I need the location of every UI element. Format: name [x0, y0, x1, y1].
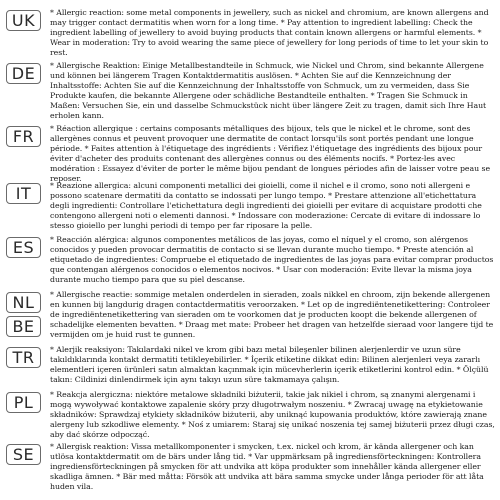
- country-code-badge: UK: [6, 10, 41, 31]
- country-code-badge: PL: [6, 392, 41, 413]
- section-text: * Reazione allergica: alcuni componenti metallici dei gioielli, come il nichel e il cromo, sono noti allergeni e possono scatenare dermatiti da contatto se indossati per lungo tempo. * Prestare attenzione all'etichettatura degli ingredienti: Controllare l'etichettatura degli ingredienti dei gioielli per evitare di acquistare prodotti che contengono allergeni noti o elementi dannosi. * Indossare con moderazione: Cercate di evitare di indossare lo stesso gioiello per lunghi periodi di tempo per far riposare la pelle.: [50, 181, 482, 231]
- section-text: * Allergic reaction: some metal components in jewellery, such as nickel and chromium, are known allergens and may trigger contact dermatitis when worn for a long time. * Pay attention to ingredient labelling: Check the ingredient labelling of jewellery to avoid buying products that contain known allergens or harmful elements. * Wear in moderation: Try to avoid wearing the same piece of jewellery for long periods of time to let your skin to rest.: [50, 8, 489, 58]
- country-code-badge: DE: [6, 63, 41, 84]
- section-text: * Allergische Reaktion: Einige Metallbestandteile in Schmuck, wie Nickel und Chrom, sind bekannte Allergene und können bei längerem Tragen Kontaktdermatitis auslösen. * Achten Sie auf die Kennzeichnung der Inhaltsstoffe: Achten Sie auf die Kennzeichnung der Inhaltsstoffe von Schmuck, um zu vermeiden, dass Sie Produkte kaufen, die bekannte Allergene oder schädliche Bestandteile enthalten. * Tragen Sie Schmuck in Maßen: Versuchen Sie, ein und dasselbe Schmuckstück nicht über längere Zeit zu tragen, damit sich Ihre Haut erholen kann.: [50, 61, 487, 121]
- country-code-badge: TR: [6, 347, 41, 368]
- section-text: * Réaction allergique : certains composants métalliques des bijoux, tels que le nickel et le chrome, sont des allergènes connus et peuvent provoquer une dermatite de contact lorsqu'ils sont portés pendant une longue période. * Faites attention à l'étiquetage des ingrédients : Vérifiez l'étiquetage des ingrédients des bijoux pour éviter d'acheter des produits contenant des allergènes connus ou des éléments nocifs. * Portez-les avec modération : Essayez d'éviter de porter le même bijou pendant de longues périodes afin de laisser votre peau se reposer.: [50, 124, 491, 184]
- country-code-badge: NL: [6, 292, 41, 313]
- country-code-badge: FR: [6, 126, 41, 147]
- country-code-badge: BE: [6, 316, 41, 337]
- country-code-badge: IT: [6, 183, 41, 204]
- section-text: * Reacción alérgica: algunos componentes metálicos de las joyas, como el níquel y el cromo, son alérgenos conocidos y pueden provocar dermatitis de contacto si se llevan durante mucho tiempo. * Preste atención al etiquetado de ingredientes: Compruebe el etiquetado de ingredientes de las joyas para evitar comprar productos que contengan alérgenos conocidos o elementos nocivos. * Usar con moderación: Evite llevar la misma joya durante mucho tiempo para que su piel descanse.: [50, 235, 494, 285]
- section-text: * Reakcja alergiczna: niektóre metalowe składniki biżuterii, takie jak nikiel i chrom, są znanymi alergenami i mogą wywoływać kontaktowe zapalenie skóry przy długotrwałym noszeniu. * Zwracaj uwagę na etykietowanie składników: Sprawdzaj etykiety składników biżuterii, aby uniknąć kupowania produktów, które zawierają znane alergeny lub szkodliwe elementy. * Noś z umiarem: Staraj się unikać noszenia tej samej biżuterii przez długi czas, aby dać skórze odpocząć.: [50, 390, 495, 440]
- section-text: * Alerjik reaksiyon: Takılardaki nikel ve krom gibi bazı metal bileşenler bilinen alerjenlerdir ve uzun süre takıldıklarında kontakt dermatiti tetikleyebilirler. * İçerik etiketine dikkat edin: Bilinen alerjenleri veya zararlı elementleri içeren ürünleri satın almaktan kaçınmak için mücevherlerin içerik etiketlerini kontrol edin. * Ölçülü takın: Cildinizi dinlendirmek için aynı takıyı uzun süre takmamaya çalışın.: [50, 345, 489, 385]
- country-code-badge: ES: [6, 237, 41, 258]
- country-code-badge: SE: [6, 444, 41, 465]
- section-text: * Allergisk reaktion: Vissa metallkomponenter i smycken, t.ex. nickel och krom, är kända allergener och kan utlösa kontaktdermatit om de bärs under lång tid. * Var uppmärksam på ingrediensförteckningen: Kontrollera ingrediensförteckningen på smycken för att undvika att köpa produkter som innehåller kända allergener eller skadliga ämnen. * Bär med måtta: Försök att undvika att bära samma smycke under långa perioder för att låta huden vila.: [50, 442, 484, 492]
- section-text: * Allergische reactie: sommige metalen onderdelen in sieraden, zoals nikkel en chroom, zijn bekende allergenen en kunnen bij langdurig dragen contactdermatitis veroorzaken. * Let op de ingrediëntenetikettering: Controleer de ingrediëntenetikettering van sieraden om te voorkomen dat je producten koopt die bekende allergenen of schadelijke elementen bevatten. * Draag met mate: Probeer het dragen van hetzelfde sieraad voor langere tijd te vermijden om je huid rust te gunnen.: [50, 290, 494, 340]
